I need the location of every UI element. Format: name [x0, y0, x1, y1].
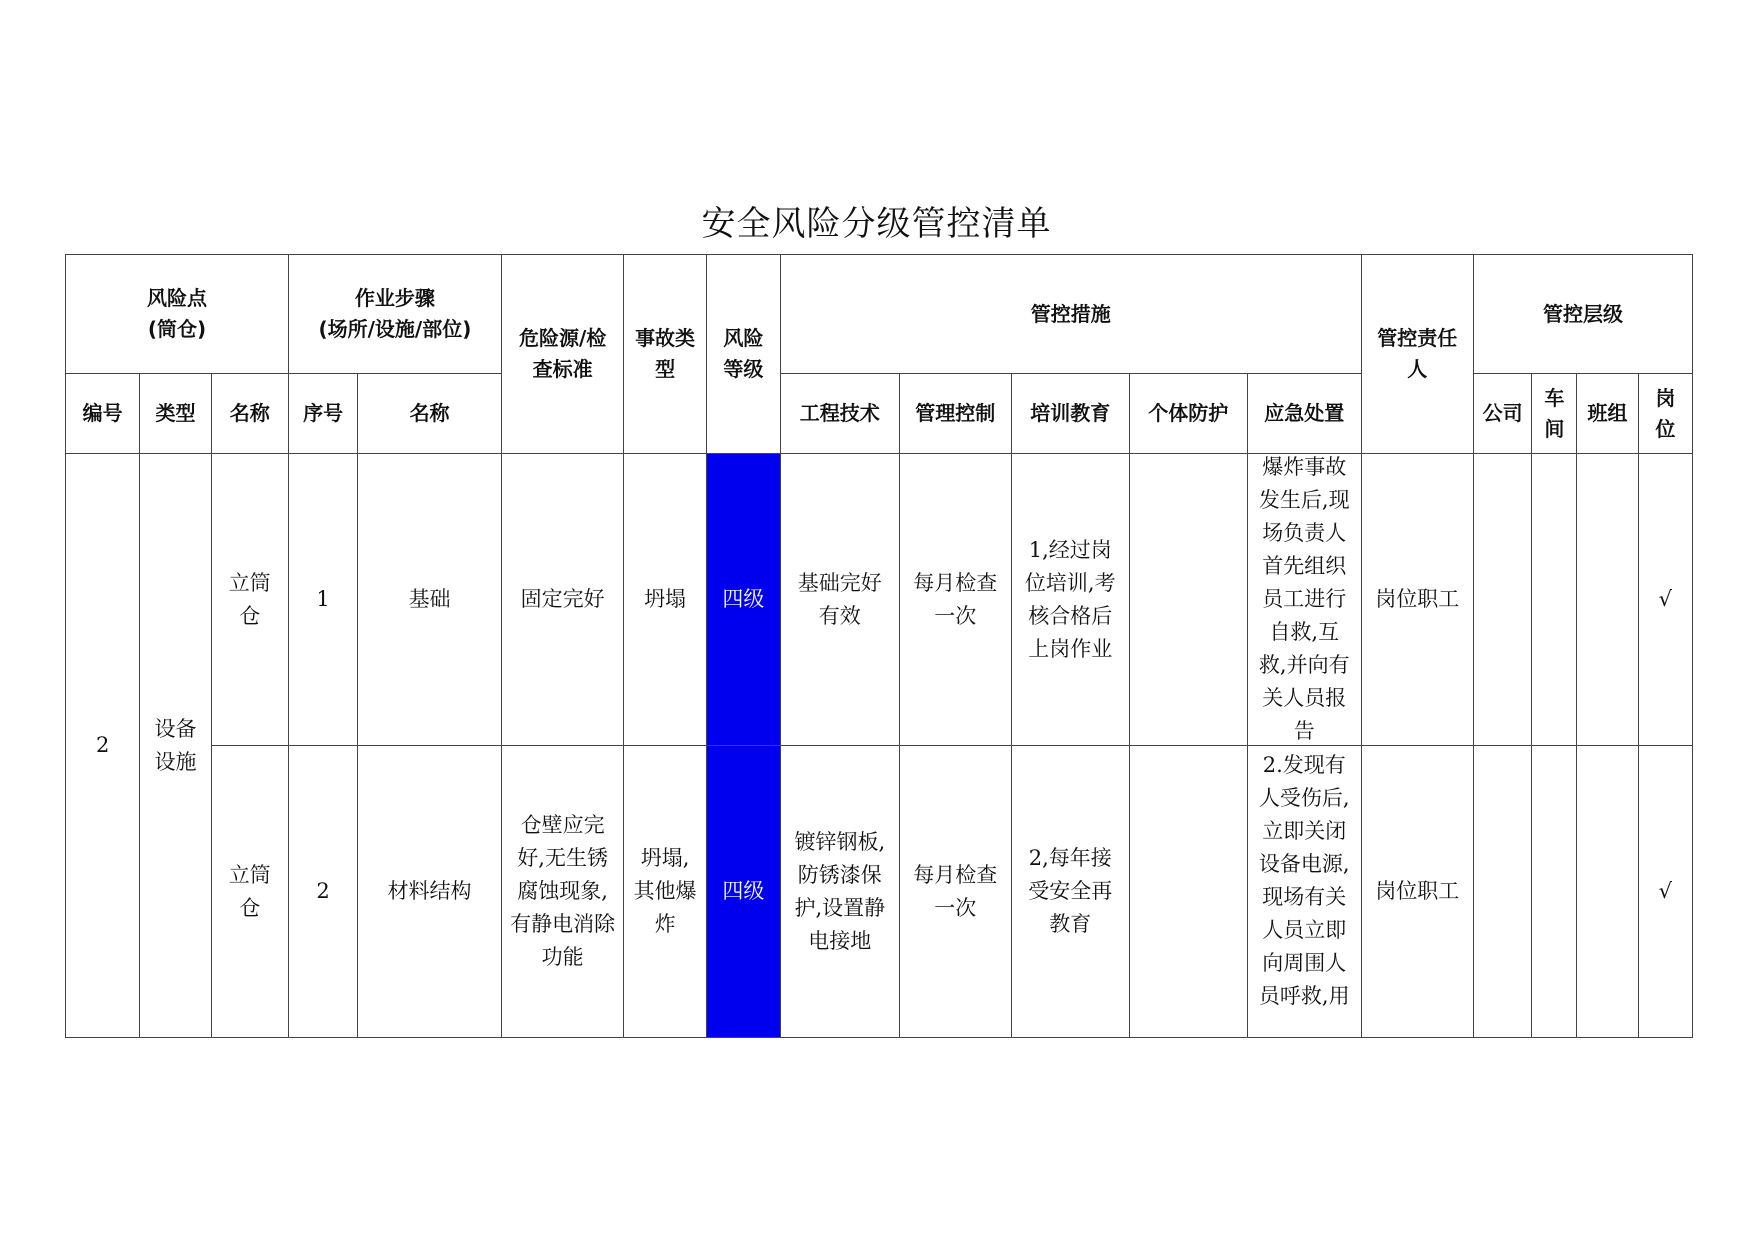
group-type: 设备设施	[140, 454, 211, 1038]
page-title: 安全风险分级管控清单	[701, 204, 1052, 244]
row-training: 2,每年接受安全再教育	[1012, 746, 1129, 1038]
header-post: 岗位	[1638, 374, 1692, 454]
header-work-steps-sub: (场所/设施/部位)	[318, 317, 472, 341]
row-emergency	[1248, 454, 1362, 746]
header-management: 管理控制	[899, 374, 1011, 454]
header-no: 编号	[66, 374, 140, 454]
header-control-measures: 管控措施	[781, 255, 1361, 374]
header-team: 班组	[1577, 374, 1638, 454]
header-control-levels: 管控层级	[1473, 255, 1692, 374]
header-risk-point	[66, 255, 289, 374]
row-workshop	[1532, 454, 1577, 746]
row-post: √	[1638, 454, 1692, 746]
header-engineering: 工程技术	[781, 374, 900, 454]
header-responsible: 管控责任人	[1361, 255, 1473, 454]
row-seq: 2	[288, 746, 357, 1038]
header-step-name: 名称	[358, 374, 502, 454]
header-ppe: 个体防护	[1129, 374, 1248, 454]
row-name: 立筒仓	[211, 746, 288, 1038]
row-workshop	[1532, 746, 1577, 1038]
row-management: 每月检查一次	[899, 746, 1011, 1038]
header-company: 公司	[1473, 374, 1531, 454]
row-hazard: 仓壁应完好,无生锈腐蚀现象,有静电消除功能	[501, 746, 624, 1038]
row-training: 1,经过岗位培训,考核合格后上岗作业	[1012, 454, 1129, 746]
row-accident-type: 坍塌,其他爆炸	[624, 746, 706, 1038]
header-risk-point-label: 风险点	[146, 286, 207, 310]
header-seq: 序号	[288, 374, 357, 454]
header-name: 名称	[211, 374, 288, 454]
header-type: 类型	[140, 374, 211, 454]
risk-control-table	[65, 254, 1693, 1038]
table-row	[66, 454, 1693, 746]
row-team	[1577, 454, 1638, 746]
row-management: 每月检查一次	[899, 454, 1011, 746]
header-hazard: 危险源/检查标准	[501, 255, 624, 454]
row-seq: 1	[288, 454, 357, 746]
row-emergency-text: 爆炸事故发生后,现场负责人首先组织员工进行自救,互救,并向有关人员报告	[1258, 455, 1350, 743]
row-engineering: 基础完好有效	[781, 454, 900, 746]
row-risk-level: 四级	[706, 746, 780, 1038]
row-responsible: 岗位职工	[1361, 454, 1473, 746]
header-risk-point-sub: (筒仓)	[147, 317, 207, 341]
header-work-steps-label: 作业步骤	[354, 286, 435, 310]
row-risk-level: 四级	[706, 454, 780, 746]
row-engineering: 镀锌钢板,防锈漆保护,设置静电接地	[781, 746, 900, 1038]
header-training: 培训教育	[1012, 374, 1129, 454]
row-accident-type: 坍塌	[624, 454, 706, 746]
row-company	[1473, 746, 1531, 1038]
row-post: √	[1638, 746, 1692, 1038]
row-responsible: 岗位职工	[1361, 746, 1473, 1038]
group-no: 2	[66, 454, 140, 1038]
header-accident-type: 事故类型	[624, 255, 706, 454]
row-hazard: 固定完好	[501, 454, 624, 746]
header-row-1	[66, 255, 1693, 374]
header-workshop: 车间	[1532, 374, 1577, 454]
row-step-name: 基础	[358, 454, 502, 746]
row-team	[1577, 746, 1638, 1038]
row-step-name: 材料结构	[358, 746, 502, 1038]
header-emergency: 应急处置	[1248, 374, 1362, 454]
row-emergency-text: 2.发现有人受伤后,立即关闭设备电源,现场有关人员立即向周围人员呼救,用	[1258, 752, 1350, 1008]
row-company	[1473, 454, 1531, 746]
row-name: 立筒仓	[211, 454, 288, 746]
row-emergency	[1248, 746, 1362, 1038]
header-work-steps	[288, 255, 501, 374]
row-ppe	[1129, 746, 1248, 1038]
row-ppe	[1129, 454, 1248, 746]
header-risk-level: 风险等级	[706, 255, 780, 454]
table-row	[66, 746, 1693, 1038]
